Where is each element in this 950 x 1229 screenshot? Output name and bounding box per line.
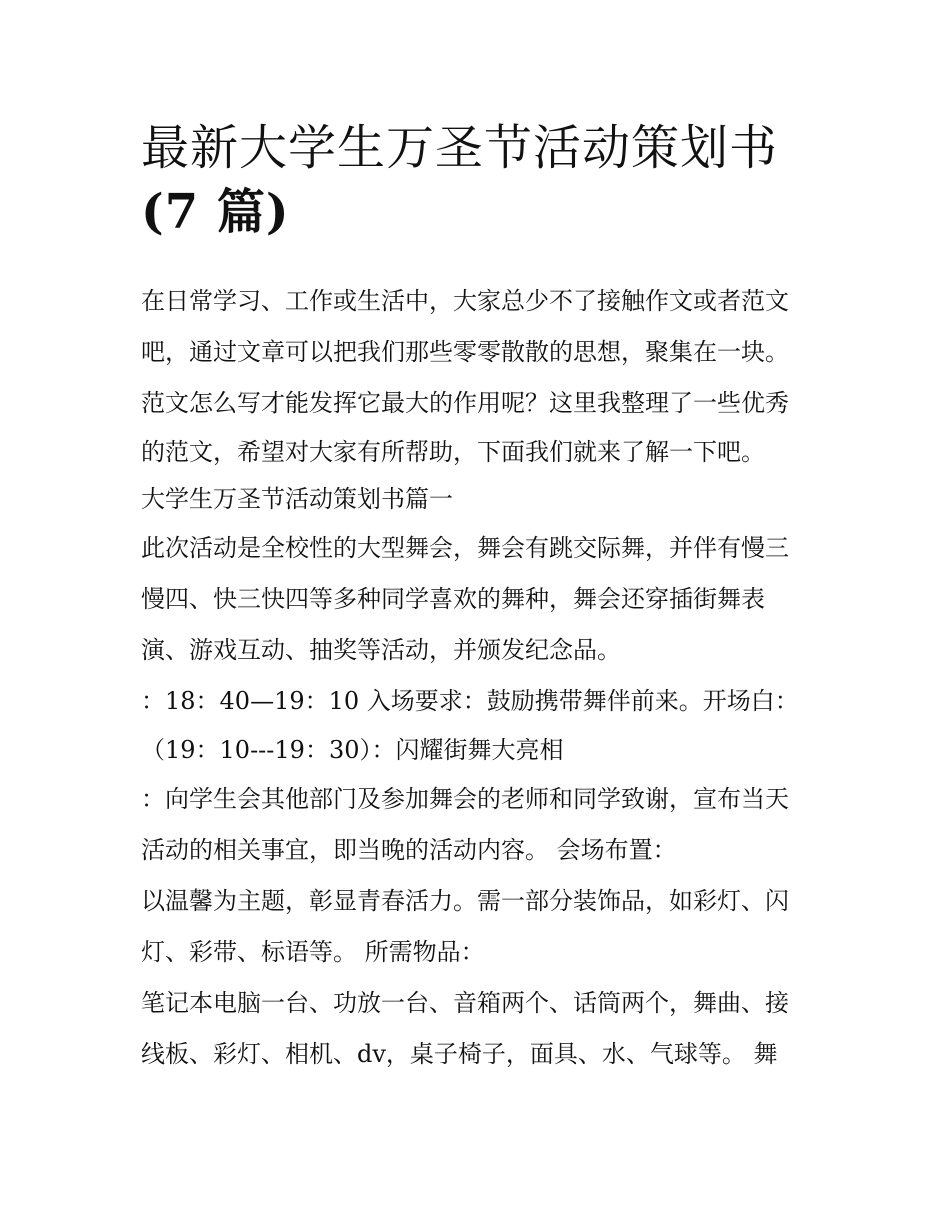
title-line-1: 最新大学生万圣节活动策划书 [141, 120, 779, 176]
body-line-activity-2: 慢四、快三快四等多种同学喜欢的舞种，舞会还穿插街舞表 [141, 585, 765, 613]
document-title [141, 116, 821, 244]
body-line-intro-3: 范文怎么写才能发挥它最大的作用呢？这里我整理了一些优秀 [141, 389, 789, 417]
body-line-venue-1: 以温馨为主题，彰显青春活力。需一部分装饰品，如彩灯、闪 [141, 887, 789, 915]
body-line-venue-2: 灯、彩带、标语等。 所需物品： [141, 938, 485, 966]
document-body [141, 276, 821, 1080]
body-line-opening-2: 活动的相关事宜，即当晚的活动内容。 会场布置： [141, 836, 677, 864]
body-line-activity-3: 演、游戏互动、抽奖等活动，并颁发纪念品。 [141, 636, 621, 664]
body-line-schedule-1: ：18：40—19：10 入场要求：鼓励携带舞伴前来。开场白： [141, 687, 799, 715]
body-line-opening-1: ：向学生会其他部门及参加舞会的老师和同学致谢，宣布当天 [141, 785, 789, 813]
body-line-items-2: 线板、彩灯、相机、dv，桌子椅子，面具、水、气球等。 舞 [141, 1040, 778, 1068]
body-line-intro-4: 的范文，希望对大家有所帮助，下面我们就来了解一下吧。 [141, 438, 765, 466]
body-line-schedule-2: （19：10---19：30）：闪耀街舞大亮相 [141, 736, 564, 764]
title-line-2: (7 篇) [141, 184, 290, 240]
section-heading: 大学生万圣节活动策划书篇一 [141, 485, 453, 513]
body-line-activity-1: 此次活动是全校性的大型舞会，舞会有跳交际舞，并伴有慢三 [141, 534, 789, 562]
body-line-items-1: 笔记本电脑一台、功放一台、音箱两个、话筒两个，舞曲、接 [141, 989, 789, 1017]
body-line-intro-1: 在日常学习、工作或生活中，大家总少不了接触作文或者范文 [141, 287, 789, 315]
body-line-intro-2: 吧，通过文章可以把我们那些零零散散的思想，聚集在一块。 [141, 338, 789, 366]
